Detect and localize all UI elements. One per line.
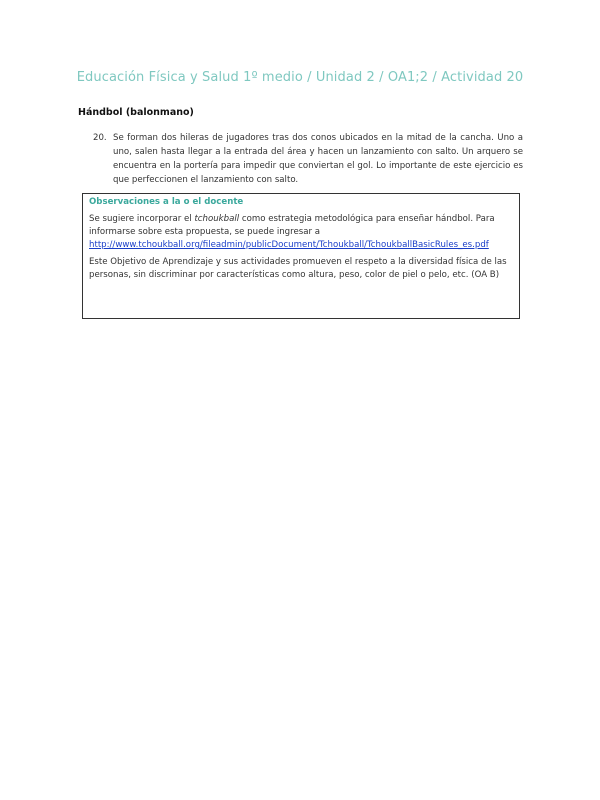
observations-p1-before: Se sugiere incorporar el bbox=[89, 214, 195, 224]
activity-text: Se forman dos hileras de jugadores tras dos conos ubicados en la mitad de la cancha. Uno a uno, salen hasta llegar a la entrada del área y hacen un lanzamiento con salto. Un arquero se encuentra en la portería para impedir que conviertan el gol. Lo importante de este ejercicio es que perfeccionen el lanzamiento con salto. bbox=[113, 133, 523, 185]
page-header: Educación Física y Salud 1º medio / Unidad 2 / OA1;2 / Actividad 20 bbox=[76, 70, 524, 85]
activity-item bbox=[93, 131, 523, 187]
observations-p1-italic: tchoukball bbox=[194, 214, 240, 224]
observations-paragraph-1 bbox=[89, 213, 513, 252]
teacher-observations-box bbox=[82, 193, 520, 319]
observations-title: Observaciones a la o el docente bbox=[89, 197, 244, 207]
observations-paragraph-2: Este Objetivo de Aprendizaje y sus actividades promueven el respeto a la diversidad física de las personas, sin discriminar por características como altura, peso, color de piel o pelo, etc. (OA B) bbox=[89, 257, 507, 280]
section-title: Hándbol (balonmano) bbox=[78, 107, 194, 118]
observations-p1-after: como estrategia metodológica para enseñar hándbol. Para informarse sobre esta propuesta, se puede ingresar a bbox=[89, 214, 495, 237]
activity-number: 20. bbox=[93, 133, 107, 143]
tchoukball-rules-link[interactable]: http://www.tchoukball.org/fileadmin/publicDocument/Tchoukball/TchoukballBasicRules_es.pdf bbox=[89, 240, 489, 250]
